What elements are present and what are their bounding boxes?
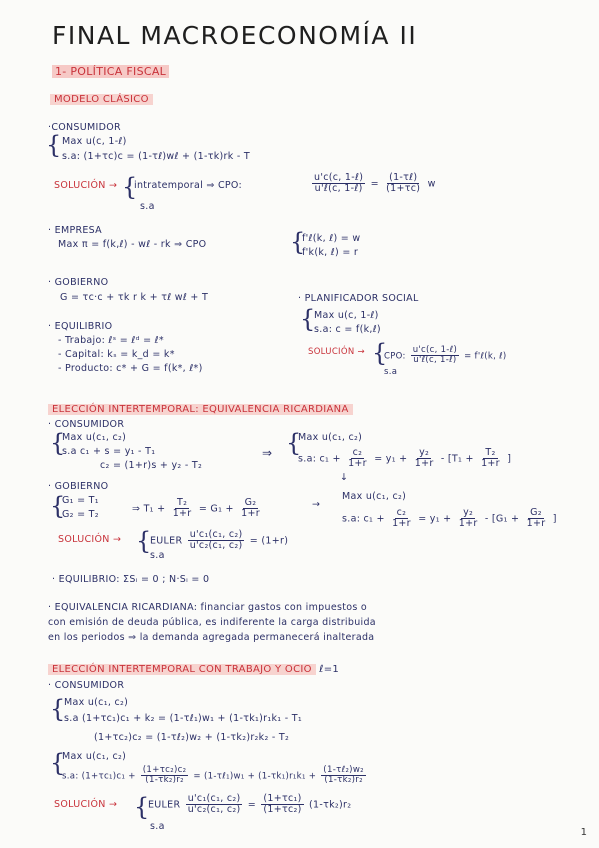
consumer2-intertemporal-budget: s.a: c₁ + $\frac{\text{c₂}}{1+r}$ = y₁ + $\frac{\text{y₂}}{1+r}$ - [T₁ + $\frac{\text{T₂}}{1+r}$ ] [298,447,512,470]
solution2-label: SOLUCIÓN → [58,534,122,545]
brace: { [46,131,62,159]
government2-label: · GOBIERNO [48,481,109,492]
solution-label: SOLUCIÓN → [54,180,118,191]
equilibrium-product: - Producto: c* + G = f(k*, ℓ*) [58,363,203,374]
consumer3-max-combined: Max u(c₁, c₂) [62,751,127,762]
planner-label: · PLANIFICADOR SOCIAL [298,293,419,304]
ricardian-definition-line-1: · EQUIVALENCIA RICARDIANA: financiar gastos con impuestos o [48,602,368,613]
government2-max: Max u(c₁, c₂) [342,491,407,502]
equilibrium-label: · EQUILIBRIO [48,321,113,332]
equilibrium-capital: - Capital: kₛ = k_d = k* [58,349,175,360]
consumer2-max: Max u(c₁, c₂) [62,432,127,443]
down-arrow: ↓ [340,472,349,483]
government-budget: G = τc·c + τk r k + τℓ wℓ + T [60,292,209,303]
firm-cpo-1: f'ℓ(k, ℓ) = w [302,233,361,244]
ricardian-definition-line-3: en los periodos ⇒ la demanda agregada permanecerá inalterada [48,632,375,643]
solution3-label: SOLUCIÓN → [54,799,118,810]
consumer-constraint: s.a: (1+τc)c = (1-τℓ)wℓ + (1-τk)rk - T [62,151,250,162]
euler-equation-labor: EULER $\frac{\text{u'c₁(c₁, c₂)}}{\text{u'c₂(c₁, c₂)}}$ = $\frac{\text{(1+τc₁)}}{\text{(1+τc₂)}}$ (1-τk₂)r₂ [148,793,352,816]
brace: { [286,429,302,457]
brace: { [290,228,306,256]
section-heading: 1- POLÍTICA FISCAL [52,66,169,79]
consumer3-intertemporal-budget: s.a: (1+τc₁)c₁ + $\frac{\text{(1+τc₂)c₂}}{\text{(1-τk₂)r₂}}$ = (1-τℓ₁)w₁ + (1-τk₁)r₁k₁ + $\frac{\text{(1-τℓ₂)w₂}}{\text{(1-τk₂)r₂}}$ [62,765,364,786]
consumer2-max-combined: Max u(c₁, c₂) [298,432,363,443]
consumer3-max: Max u(c₁, c₂) [64,697,129,708]
brace: { [50,492,66,520]
government-label: · GOBIERNO [48,277,109,288]
government2-period-1: G₁ = T₁ [62,495,99,506]
brace: { [50,695,66,723]
planner-max: Max u(c, 1-ℓ) [314,310,379,321]
firm-cpo-2: f'k(k, ℓ) = r [302,247,359,258]
consumer3-constraint-2: (1+τc₂)c₂ = (1-τℓ₂)w₂ + (1-τk₂)r₂k₂ - T₂ [94,732,290,743]
intratemporal-cpo: intratemporal ⇒ CPO: [134,180,243,191]
page-title: FINAL MACROECONOMÍA II [52,21,418,50]
consumer3-constraint-1: s.a (1+τc₁)c₁ + k₂ = (1-τℓ₁)w₁ + (1-τk₁)r₁k₁ - T₁ [64,713,302,724]
consumer2-label: · CONSUMIDOR [48,419,125,430]
government2-budget: s.a: c₁ + $\frac{\text{c₂}}{1+r}$ = y₁ + $\frac{\text{y₂}}{1+r}$ - [G₁ + $\frac{\text{G₂}}{1+r}$ ] [342,507,557,530]
planner-constraint: s.a: c = f(k,ℓ) [314,324,381,335]
consumer2-constraint-1: s.a c₁ + s = y₁ - T₁ [62,446,156,457]
consumer3-label: · CONSUMIDOR [48,680,125,691]
consumer-max: Max u(c, 1-ℓ) [62,136,127,147]
euler-equation: EULER $\frac{\text{u'c₁(c₁, c₂)}}{\text{u'c₂(c₁, c₂)}}$ = (1+r) [150,529,289,552]
implies-arrow: ⇒ [262,446,273,460]
implies-arrow: → [312,499,321,510]
firm-label: · EMPRESA [48,225,102,236]
firm-problem: Max π = f(k,ℓ) - wℓ - rk ⇒ CPO [58,239,207,250]
subsection-modelo-clasico: MODELO CLÁSICO [50,94,153,106]
brace: { [372,339,388,367]
subsection-ricardian: ELECCIÓN INTERTEMPORAL: EQUIVALENCIA RICARDIANA [48,404,353,416]
brace: { [50,749,66,777]
subsection-labor-leisure: ELECCIÓN INTERTEMPORAL CON TRABAJO Y OCIO ℓ=1 [48,664,339,676]
equilibrium2: · EQUILIBRIO: ΣSᵢ = 0 ; N·Sᵢ = 0 [52,574,210,585]
planner-cpo: CPO: $\frac{\text{u'c(c, 1-ℓ)}}{\text{u'ℓ(c, 1-ℓ)}}$ = f'ℓ(k, ℓ) [384,345,507,366]
page-number: 1 [580,827,587,838]
planner-solution-label: SOLUCIÓN → [308,347,365,357]
consumer2-constraint-2: c₂ = (1+r)s + y₂ - T₂ [100,460,203,471]
brace: { [134,793,150,821]
cpo-fraction: $\frac{\text{u'c(c, 1-ℓ)}}{\text{u'ℓ(c, 1-ℓ)}}$ = $\frac{\text{(1-τℓ)}}{(1+\tau c)}$ w [314,172,436,195]
equilibrium-labor: - Trabajo: ℓˢ = ℓᵈ = ℓ* [58,335,164,346]
brace: { [136,527,152,555]
ricardian-definition-line-2: con emisión de deuda pública, es indiferente la carga distribuida [48,617,376,628]
government2-period-2: G₂ = T₂ [62,509,99,520]
government2-intertemporal: ⇒ T₁ + $\frac{\text{T₂}}{1+r}$ = G₁ + $\frac{\text{G₂}}{1+r}$ [132,497,260,520]
sa-label: s.a [384,367,398,377]
consumer-label: ·CONSUMIDOR [48,122,121,133]
brace: { [300,305,316,333]
brace: { [122,173,138,201]
brace: { [50,429,66,457]
sa-label: s.a [150,821,165,832]
sa-label: s.a [150,550,165,561]
sa-label: s.a [140,201,155,212]
